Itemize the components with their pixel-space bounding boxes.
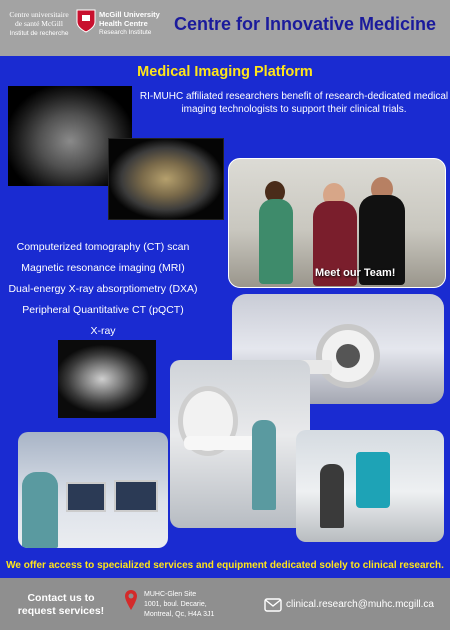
contact-line1: Contact us to <box>27 592 95 604</box>
logo-right-line3: Research Institute <box>99 29 152 36</box>
patient <box>320 464 344 528</box>
address-line2: 1001, boul. Decarie, <box>144 601 207 608</box>
logo-left-line3: Institut de recherche <box>9 30 69 37</box>
contact-call-to-action <box>12 592 110 618</box>
team-member-body <box>259 199 293 284</box>
address <box>144 590 214 620</box>
modality-item: Computerized tomography (CT) scan <box>16 241 190 253</box>
ct-abdomen-scan-image <box>108 138 224 220</box>
tagline: We offer access to specialized services and equipment dedicated solely to clinical research. <box>6 560 444 571</box>
dxa-room-photo <box>296 430 444 542</box>
envelope-icon <box>264 598 282 612</box>
muhc-logo-text <box>99 10 169 37</box>
contact-line2: request services! <box>17 605 105 617</box>
address-line1: MUHC-Glen Site <box>144 591 197 598</box>
technologist-workstation-photo <box>18 432 168 548</box>
modality-list <box>0 240 206 345</box>
location-pin-icon <box>124 589 138 611</box>
team-photo <box>228 158 446 288</box>
logo-left-line1: Centre universitaire <box>9 10 69 19</box>
logo-right-line2: Health Centre <box>99 19 148 28</box>
address-line3: Montreal, Qc, H4A 3J1 <box>144 611 215 618</box>
platform-title: Medical Imaging Platform <box>137 64 313 80</box>
mri-brain-scan-image <box>58 340 156 418</box>
intro-text: RI-MUHC affiliated researchers benefit of research-dedicated medical imaging technologists to support their clinical trials. <box>139 91 449 115</box>
email-link[interactable]: clinical.research@muhc.mcgill.ca <box>286 599 434 610</box>
dxa-scanner-arm <box>356 452 390 508</box>
cusm-logo-text <box>4 10 74 38</box>
modality-item: X-ray <box>90 325 116 337</box>
technologist <box>22 472 58 548</box>
page-title: Centre for Innovative Medicine <box>174 14 437 34</box>
team-caption: Meet our Team! <box>315 267 396 279</box>
ct-scanner-room-photo <box>170 360 310 528</box>
logo-right-line1: McGill University <box>99 10 160 19</box>
monitor <box>66 482 106 512</box>
muhc-shield-logo <box>76 9 96 33</box>
logo-left-line2: de santé McGill <box>15 19 63 28</box>
header <box>0 0 450 56</box>
mri-bore <box>336 344 360 368</box>
modality-item: Magnetic resonance imaging (MRI) <box>21 262 185 274</box>
modality-item: Peripheral Quantitative CT (pQCT) <box>22 304 184 316</box>
modality-item: Dual-energy X-ray absorptiometry (DXA) <box>8 283 198 295</box>
technologist <box>252 420 276 510</box>
monitor <box>114 480 158 512</box>
footer <box>0 578 450 630</box>
